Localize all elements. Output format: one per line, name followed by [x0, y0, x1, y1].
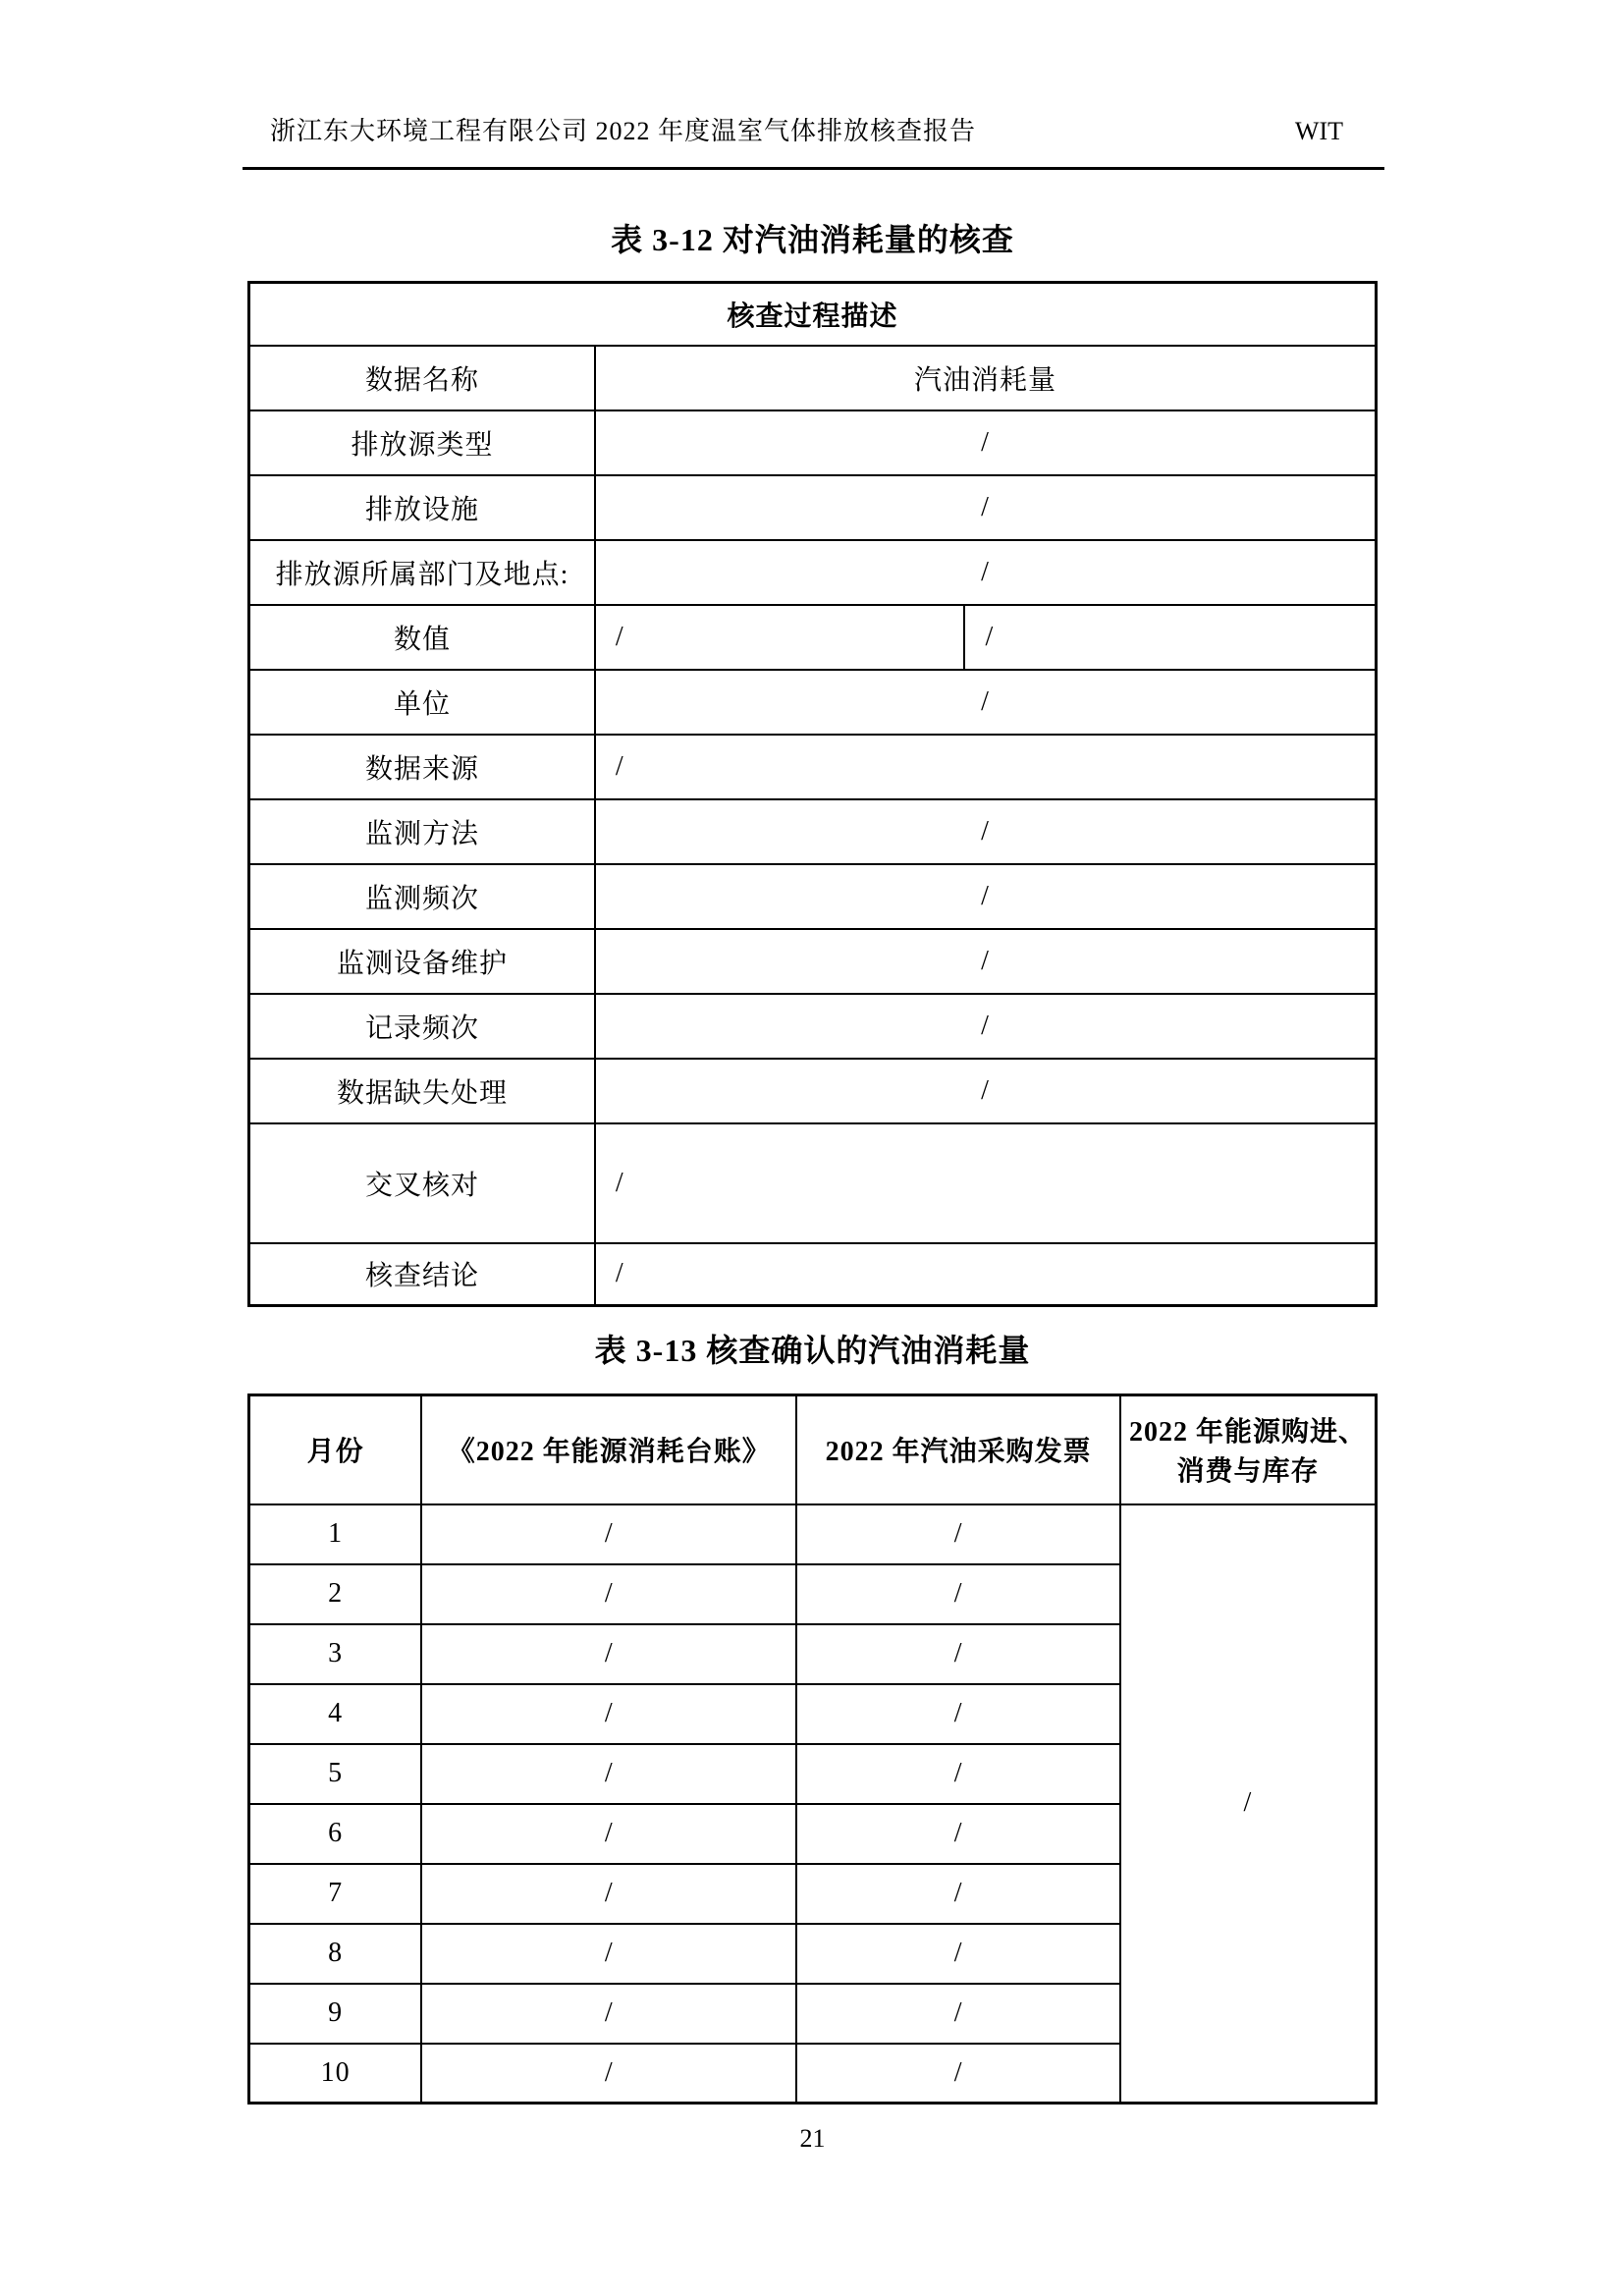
- column-header-ledger: 《2022 年能源消耗台账》: [421, 1395, 796, 1504]
- ledger-cell: /: [421, 1924, 796, 1984]
- ledger-cell: /: [421, 1684, 796, 1744]
- table-row: [249, 735, 1377, 799]
- invoice-cell: /: [796, 1744, 1119, 1804]
- month-cell: 2: [249, 1564, 422, 1624]
- row-value: /: [595, 1059, 1377, 1123]
- invoice-cell: /: [796, 2044, 1119, 2104]
- ledger-cell: /: [421, 1564, 796, 1624]
- row-value: /: [595, 799, 1377, 864]
- column-header-invoice: 2022 年汽油采购发票: [796, 1395, 1119, 1504]
- row-value: /: [595, 994, 1377, 1059]
- ledger-cell: /: [421, 1744, 796, 1804]
- table-row: [249, 475, 1377, 540]
- row-label: 排放源所属部门及地点:: [249, 540, 595, 605]
- table-row: [249, 1504, 1377, 1564]
- report-title-header: 浙江东大环境工程有限公司 2022 年度温室气体排放核查报告: [270, 117, 977, 145]
- ledger-cell: /: [421, 1804, 796, 1864]
- invoice-cell: /: [796, 1684, 1119, 1744]
- row-label: 交叉核对: [249, 1123, 595, 1243]
- table-3-13-caption: 表 3-13 核查确认的汽油消耗量: [594, 1333, 1031, 1368]
- page-number: 21: [799, 2124, 826, 2153]
- invoice-cell: /: [796, 1864, 1119, 1924]
- table-row: [249, 540, 1377, 605]
- row-label: 监测设备维护: [249, 929, 595, 994]
- month-cell: 10: [249, 2044, 422, 2104]
- row-value: /: [595, 1243, 1377, 1306]
- process-description-header-cell: 核查过程描述: [249, 283, 1377, 346]
- table-row: [249, 1123, 1377, 1243]
- table-row: [249, 1059, 1377, 1123]
- merged-energy-stock-cell: /: [1120, 1504, 1377, 2104]
- org-mark: WIT: [1294, 117, 1343, 145]
- month-cell: 5: [249, 1744, 422, 1804]
- column-header-energy-stock: 2022 年能源购进、消费与库存: [1120, 1395, 1377, 1504]
- row-value-2: /: [964, 605, 1376, 670]
- row-label: 数据名称: [249, 346, 595, 410]
- table-row: [249, 670, 1377, 735]
- table-row: [249, 864, 1377, 929]
- month-cell: 8: [249, 1924, 422, 1984]
- row-label: 监测方法: [249, 799, 595, 864]
- table-row: [249, 1243, 1377, 1306]
- row-label: 排放源类型: [249, 410, 595, 475]
- column-header-month: 月份: [249, 1395, 422, 1504]
- row-label: 数据来源: [249, 735, 595, 799]
- row-label: 核查结论: [249, 1243, 595, 1306]
- row-value: /: [595, 670, 1377, 735]
- row-value: /: [595, 1123, 1377, 1243]
- row-value: /: [595, 540, 1377, 605]
- table-header-row: [249, 1395, 1377, 1504]
- table-row: [249, 346, 1377, 410]
- table-row: [249, 410, 1377, 475]
- row-label: 监测频次: [249, 864, 595, 929]
- month-cell: 1: [249, 1504, 422, 1564]
- invoice-cell: /: [796, 1504, 1119, 1564]
- row-label: 记录频次: [249, 994, 595, 1059]
- row-label: 排放设施: [249, 475, 595, 540]
- invoice-cell: /: [796, 1984, 1119, 2044]
- row-value-1: /: [595, 605, 965, 670]
- invoice-cell: /: [796, 1564, 1119, 1624]
- row-value: /: [595, 864, 1377, 929]
- table-row: [249, 994, 1377, 1059]
- table-row-split-values: [249, 605, 1377, 670]
- table-row: [249, 799, 1377, 864]
- month-cell: 9: [249, 1984, 422, 2044]
- row-label: 数值: [249, 605, 595, 670]
- row-value: /: [595, 475, 1377, 540]
- row-label: 单位: [249, 670, 595, 735]
- month-cell: 4: [249, 1684, 422, 1744]
- ledger-cell: /: [421, 1624, 796, 1684]
- page-content: [247, 0, 1378, 2105]
- month-cell: 3: [249, 1624, 422, 1684]
- ledger-cell: /: [421, 1984, 796, 2044]
- row-value: /: [595, 735, 1377, 799]
- table-row: [249, 929, 1377, 994]
- ledger-cell: /: [421, 1504, 796, 1564]
- row-value: /: [595, 410, 1377, 475]
- ledger-cell: /: [421, 2044, 796, 2104]
- month-cell: 7: [249, 1864, 422, 1924]
- row-label: 数据缺失处理: [249, 1059, 595, 1123]
- table-3-12-caption: 表 3-12 对汽油消耗量的核查: [611, 222, 1014, 257]
- verification-process-table: [247, 281, 1378, 1307]
- invoice-cell: /: [796, 1624, 1119, 1684]
- ledger-cell: /: [421, 1864, 796, 1924]
- row-value: 汽油消耗量: [595, 346, 1377, 410]
- invoice-cell: /: [796, 1924, 1119, 1984]
- invoice-cell: /: [796, 1804, 1119, 1864]
- month-cell: 6: [249, 1804, 422, 1864]
- row-value: /: [595, 929, 1377, 994]
- confirmed-consumption-table: [247, 1394, 1378, 2105]
- table-row: [249, 283, 1377, 346]
